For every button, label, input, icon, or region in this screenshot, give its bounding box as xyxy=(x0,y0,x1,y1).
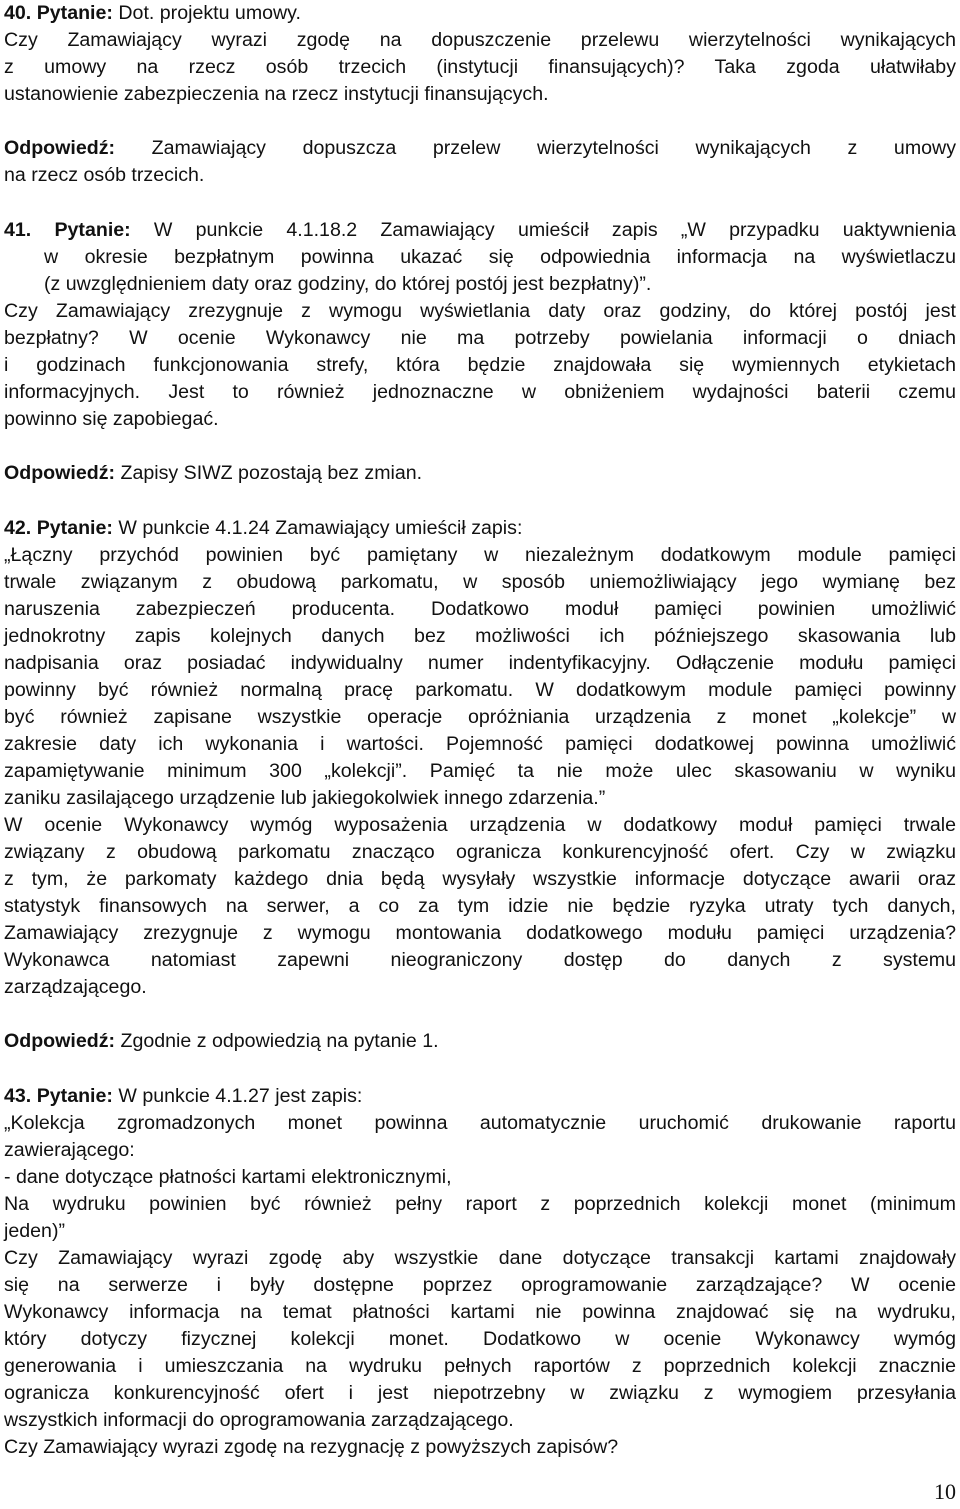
text-line: się na serwerze i były dostępne poprzez oprogramowanie zarządzające? W ocenie xyxy=(4,1274,956,1296)
question-text: W punkcie 4.1.27 jest zapis: xyxy=(118,1085,363,1107)
text-line: z umowy na rzecz osób trzecich (instytucji finansujących)? Taka zgoda ułatwiłaby xyxy=(4,56,956,78)
question-42 xyxy=(4,515,956,1055)
answer-text: Zamawiający dopuszcza przelew wierzytelności wynikających z umowy xyxy=(151,137,956,159)
text-line: być również zapisane wszystkie operacje opróżniania urządzenia z monet „kolekcje” w xyxy=(4,706,956,728)
question-heading xyxy=(4,1083,956,1110)
text-line: Wykonawcy informacja na temat płatności kartami nie powinna znajdować się na wydruku, xyxy=(4,1301,956,1323)
page-number: 10 xyxy=(934,1479,956,1504)
question-label: Pytanie: xyxy=(36,2,113,24)
question-heading xyxy=(4,0,956,27)
answer-line xyxy=(4,135,956,162)
question-40 xyxy=(4,0,956,189)
answer-text: Zgodnie z odpowiedzią na pytanie 1. xyxy=(120,1030,439,1052)
text-line: Zamawiający zrezygnuje z wymogu montowania dodatkowego modułu pamięci urządzenia? xyxy=(4,922,956,944)
text-line: zawierającego: xyxy=(4,1139,135,1161)
text-line: w okresie bezpłatnym powinna ukazać się odpowiednia informacja na wyświetlaczu xyxy=(44,246,956,268)
text-line: trwale związanym z obudową parkomatu, w sposób uniemożliwiający jego wymianę bez xyxy=(4,571,956,593)
document-page xyxy=(4,0,956,1461)
answer-label: Odpowiedź: xyxy=(4,462,116,484)
question-41 xyxy=(4,217,956,487)
answer-label: Odpowiedź: xyxy=(4,1030,116,1052)
question-title: Dot. projektu umowy. xyxy=(118,2,301,24)
text-line: bezpłatny? W ocenie Wykonawcy nie ma potrzeby powielania informacji o dniach xyxy=(4,327,956,349)
question-number: 42. xyxy=(4,517,32,539)
text-line: ogranicza konkurencyjność ofert i jest niepotrzebny w związku z wymogiem przesyłania xyxy=(4,1382,956,1404)
text-line: i godzinach funkcjonowania strefy, która będzie znajdowała się wymiennych etykietach xyxy=(4,354,956,376)
text-line: „Łączny przychód powinien być pamiętany w niezależnym dodatkowym module pamięci xyxy=(4,544,956,566)
text-line: Wykonawca natomiast zapewni nieograniczony dostęp do danych z systemu xyxy=(4,949,956,971)
text-line: informacyjnych. Jest to również jednoznaczne w obniżeniem wydajności baterii czemu xyxy=(4,381,956,403)
text-line: W ocenie Wykonawcy wymóg wyposażenia urządzenia w dodatkowy moduł pamięci trwale xyxy=(4,814,956,836)
text-line: zakresie daty ich wykonania i wartości. Pojemność pamięci dodatkowej powinna umożliwić xyxy=(4,733,956,755)
text-line: Czy Zamawiający zrezygnuje z wymogu wyświetlania daty oraz godziny, do której postój jest xyxy=(4,300,956,322)
text-line: Czy Zamawiający wyrazi zgodę aby wszystkie dane dotyczące transakcji kartami znajdowały xyxy=(4,1247,956,1269)
text-line: naruszenia zabezpieczeń producenta. Dodatkowo moduł pamięci powinien umożliwić xyxy=(4,598,956,620)
text-line: wszystkich informacji do oprogramowania zarządzającego. xyxy=(4,1409,514,1431)
answer-line xyxy=(4,460,956,487)
text-line: jednokrotny zapis kolejnych danych bez możliwości ich późniejszego skasowania lub xyxy=(4,625,956,647)
text-line: Na wydruku powinien być również pełny raport z poprzednich kolekcji monet (minimum xyxy=(4,1193,956,1215)
text-line: ustanowienie zabezpieczenia na rzecz instytucji finansujących. xyxy=(4,83,549,105)
answer-text: Zapisy SIWZ pozostają bez zmian. xyxy=(120,462,423,484)
text-line: zarządzającego. xyxy=(4,976,147,998)
question-label: Pytanie: xyxy=(54,219,131,241)
text-line: który dotyczy fizycznej kolekcji monet. Dodatkowo w ocenie Wykonawcy wymóg xyxy=(4,1328,956,1350)
question-number: 40. xyxy=(4,2,32,24)
text-line: związany z obudową parkomatu znacząco ogranicza konkurencyjność ofert. Czy w związku xyxy=(4,841,956,863)
question-number: 43. xyxy=(4,1085,32,1107)
text-line: - dane dotyczące płatności kartami elektronicznymi, xyxy=(4,1166,452,1188)
answer-label: Odpowiedź: xyxy=(4,137,116,159)
text-line: (z uwzględnieniem daty oraz godziny, do której postój jest bezpłatny)”. xyxy=(44,273,652,295)
question-text: W punkcie 4.1.24 Zamawiający umieścił zapis: xyxy=(118,517,523,539)
text-line: zaniku zasilającego urządzenie lub jakiegokolwiek innego zdarzenia.” xyxy=(4,787,606,809)
question-number: 41. xyxy=(4,219,32,241)
question-label: Pytanie: xyxy=(36,1085,113,1107)
question-label: Pytanie: xyxy=(36,517,113,539)
text-line: z tym, że parkomaty każdego dnia będą wysyłały wszystkie informacje dotyczące awarii oraz xyxy=(4,868,956,890)
text-line: statystyk finansowych na serwer, a co za tym idzie nie będzie ryzyka utraty tych danych, xyxy=(4,895,956,917)
text-line: generowania i umieszczania na wydruku pełnych raportów z poprzednich kolekcji znacznie xyxy=(4,1355,956,1377)
text-line: jeden)” xyxy=(4,1220,65,1242)
question-text: W punkcie 4.1.18.2 Zamawiający umieścił zapis „W przypadku uaktywnienia xyxy=(153,219,956,241)
text-line: „Kolekcja zgromadzonych monet powinna automatycznie uruchomić drukowanie raportu xyxy=(4,1112,956,1134)
text-line: Czy Zamawiający wyrazi zgodę na dopuszczenie przelewu wierzytelności wynikających xyxy=(4,29,956,51)
answer-line xyxy=(4,1028,956,1055)
text-line: na rzecz osób trzecich. xyxy=(4,164,205,186)
text-line: powinno się zapobiegać. xyxy=(4,408,219,430)
text-line: zapamiętywanie minimum 300 „kolekcji”. Pamięć ta nie może ulec skasowaniu w wyniku xyxy=(4,760,956,782)
text-line: Czy Zamawiający wyrazi zgodę na rezygnację z powyższych zapisów? xyxy=(4,1436,619,1458)
question-heading xyxy=(4,217,956,244)
question-43 xyxy=(4,1083,956,1461)
text-line: nadpisania oraz posiadać indywidualny numer indentyfikacyjny. Odłączenie modułu pamięci xyxy=(4,652,956,674)
question-heading xyxy=(4,515,956,542)
text-line: powinny być również normalną pracę parkomatu. W dodatkowym module pamięci powinny xyxy=(4,679,956,701)
